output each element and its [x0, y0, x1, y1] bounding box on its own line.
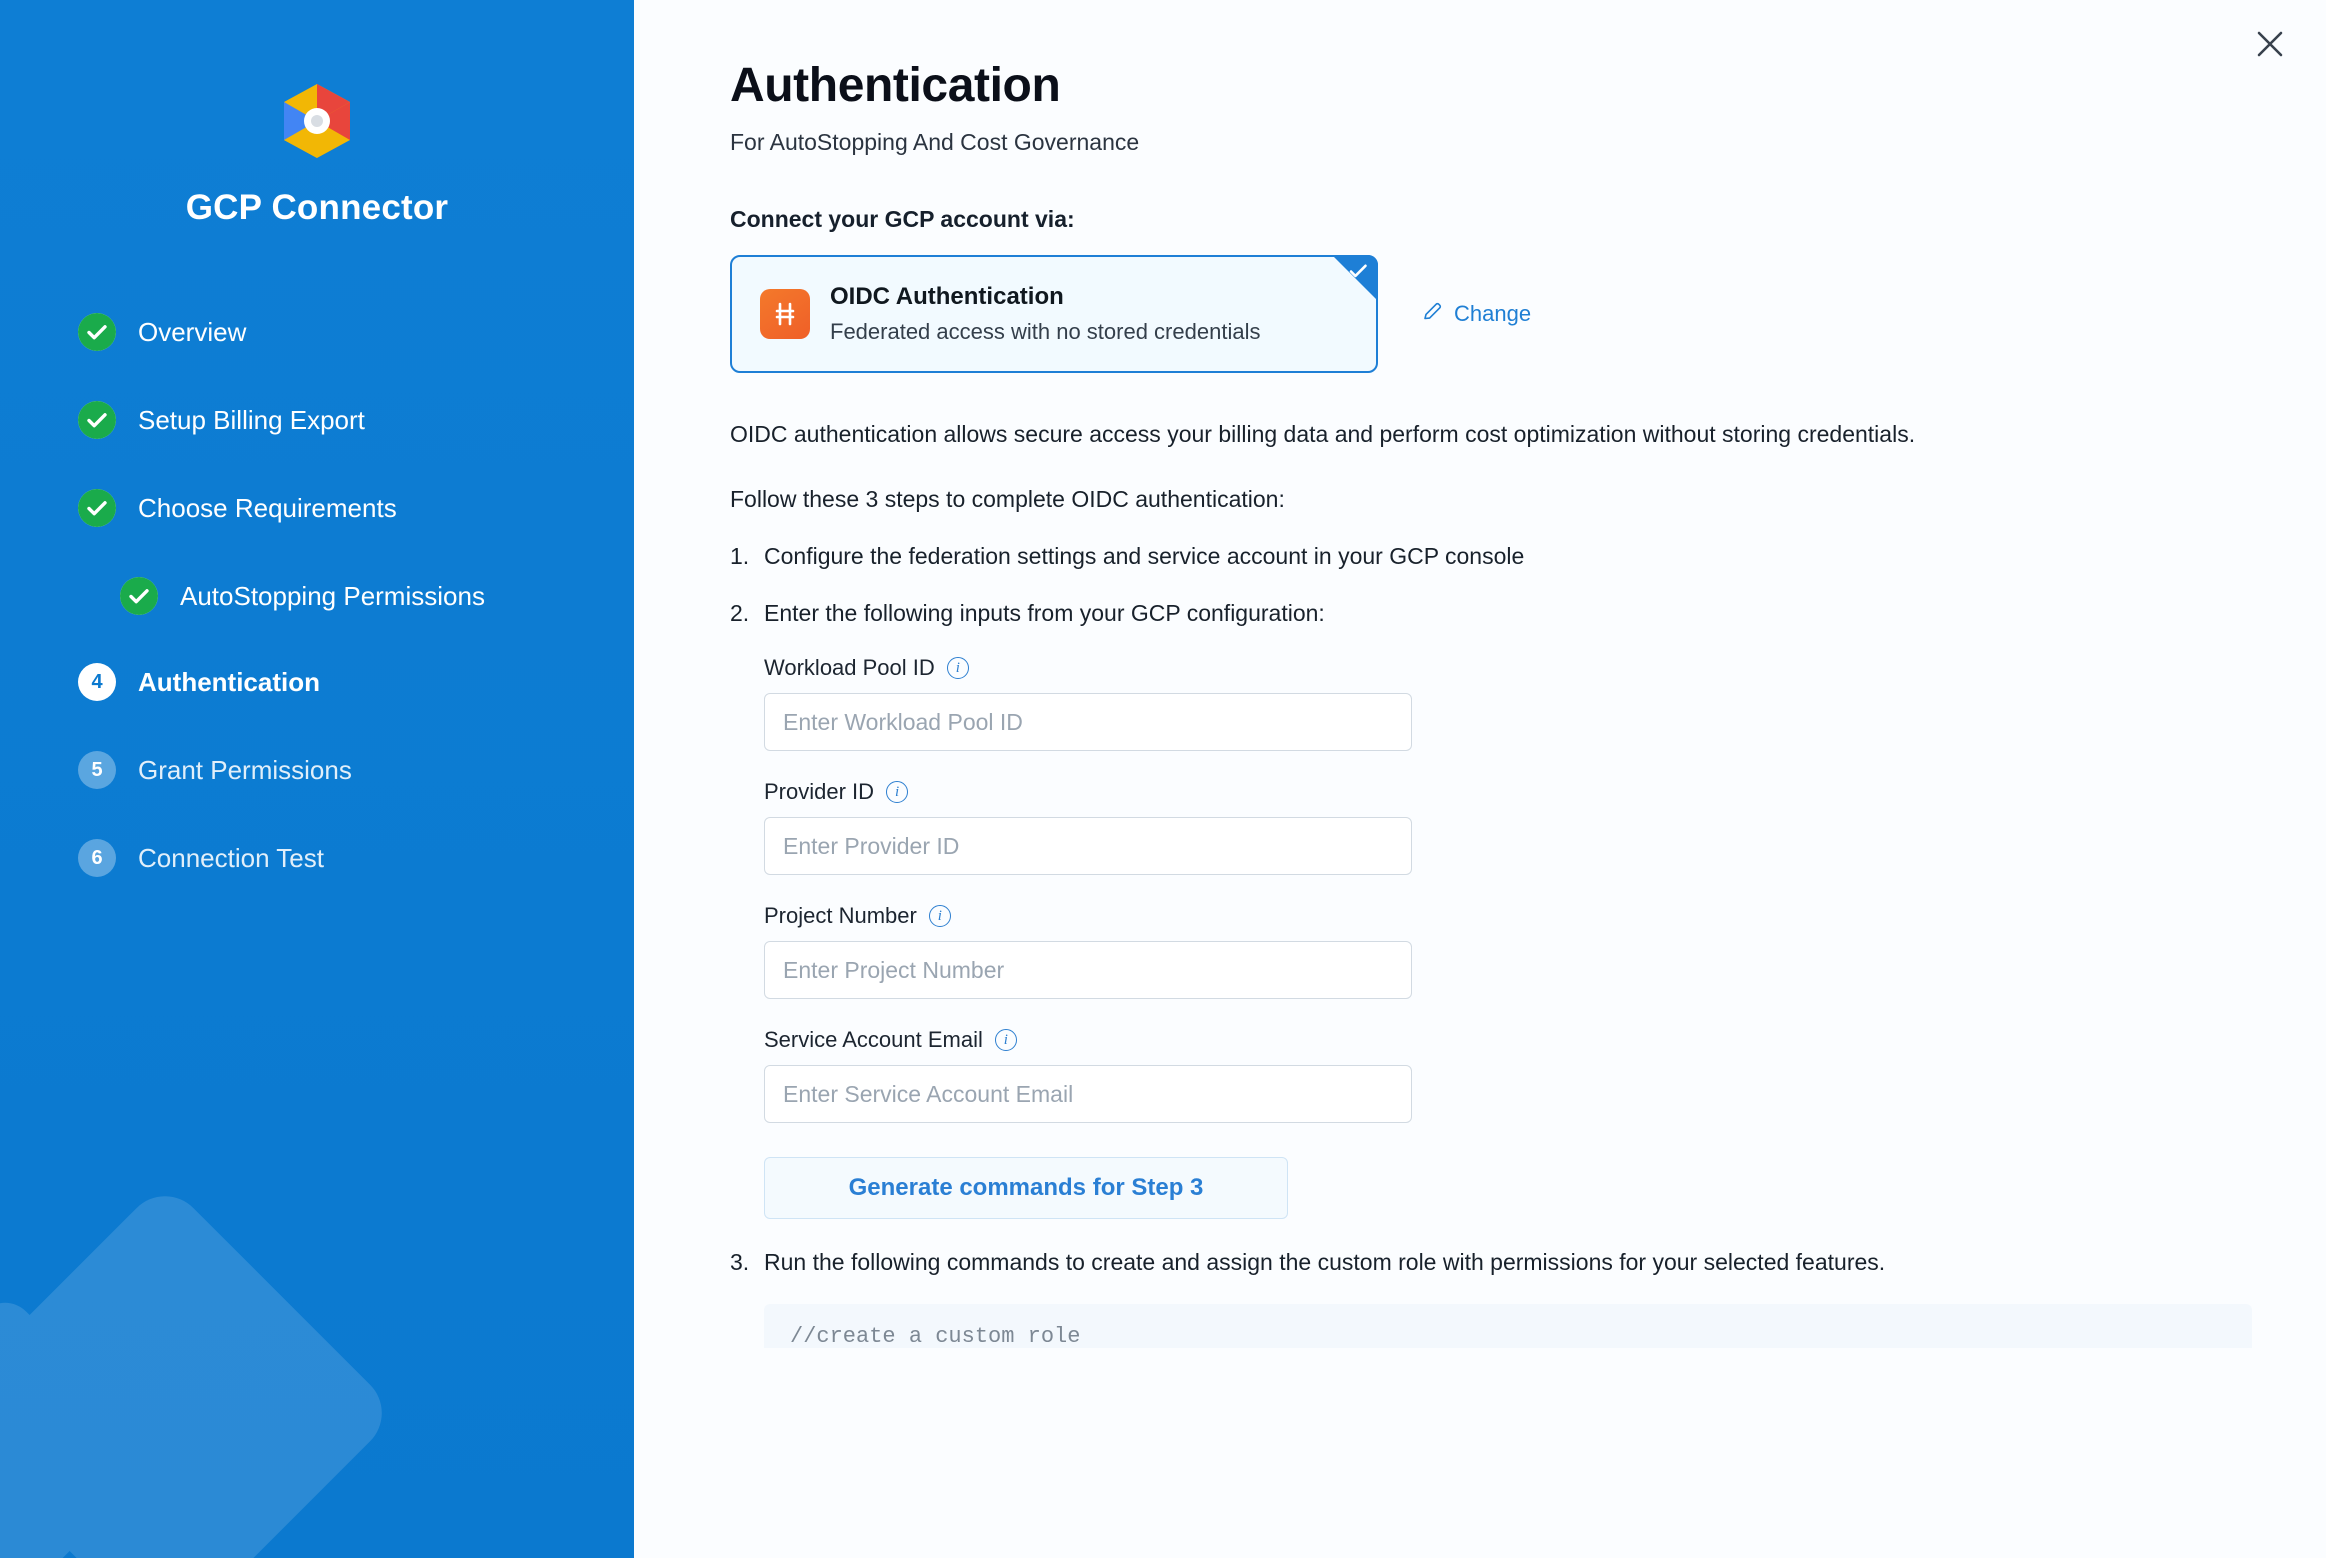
field-label: Provider ID	[764, 779, 875, 804]
step-1-number: 1.	[730, 543, 750, 569]
oidc-auth-card[interactable]	[730, 255, 1378, 373]
sidebar-item-label: Authentication	[138, 666, 320, 697]
step-3-number: 3.	[730, 1249, 750, 1275]
sidebar-decoration	[0, 1128, 500, 1558]
info-icon[interactable]: i	[929, 905, 951, 927]
brand	[0, 0, 634, 228]
sidebar-item-label: Setup Billing Export	[138, 404, 365, 435]
page-subtitle: For AutoStopping And Cost Governance	[730, 129, 1140, 155]
step-3	[730, 1249, 2326, 1276]
main-panel	[634, 0, 2326, 1558]
step-2-text: Enter the following inputs from your GCP configuration:	[764, 600, 1325, 626]
info-icon[interactable]: i	[995, 1029, 1017, 1051]
change-auth-label: Change	[1454, 301, 1532, 326]
step-2	[730, 600, 2326, 627]
field-label: Service Account Email	[764, 1027, 983, 1052]
field-label: Project Number	[764, 903, 917, 928]
field-workload-pool-id	[764, 655, 2326, 751]
auth-method-row	[730, 255, 2326, 373]
sidebar-item-choose-requirements[interactable]	[78, 478, 634, 538]
project-number-input[interactable]	[764, 941, 1412, 999]
brand-title: GCP Connector	[185, 188, 449, 227]
check-icon	[120, 577, 158, 615]
generate-commands-button[interactable]: Generate commands for Step 3	[764, 1157, 1288, 1219]
sidebar-item-grant-permissions[interactable]	[78, 740, 634, 800]
field-provider-id	[764, 779, 2326, 875]
sidebar-item-authentication[interactable]	[78, 652, 634, 712]
info-icon[interactable]: i	[886, 781, 908, 803]
wizard-steps	[0, 302, 634, 888]
service-account-email-input[interactable]	[764, 1065, 1412, 1123]
auth-card-description: Federated access with no stored credentials	[830, 319, 1261, 344]
step-3-text: Run the following commands to create and assign the custom role with permissions for your selected features.	[764, 1249, 1886, 1275]
sidebar-item-label: AutoStopping Permissions	[180, 580, 485, 611]
harness-oidc-icon	[760, 289, 810, 339]
provider-id-input[interactable]	[764, 817, 1412, 875]
field-service-account-email	[764, 1027, 2326, 1123]
oidc-description: OIDC authentication allows secure access your billing data and perform cost optimization without storing credentials.	[730, 421, 1916, 447]
sidebar-item-setup-billing-export[interactable]	[78, 390, 634, 450]
sidebar-item-autostopping-permissions[interactable]	[78, 566, 634, 626]
sidebar-item-label: Overview	[138, 316, 247, 347]
field-label-row	[764, 1027, 2326, 1053]
commands-code-block[interactable]: //create a custom role	[764, 1304, 2252, 1348]
field-label-row	[764, 903, 2326, 929]
content-area	[634, 0, 2326, 1348]
connect-section-label: Connect your GCP account via:	[730, 206, 1075, 232]
inputs-group	[764, 655, 2326, 1219]
wizard-sidebar	[0, 0, 634, 1558]
sidebar-item-label: Connection Test	[138, 842, 324, 873]
field-label-row	[764, 779, 2326, 805]
check-icon	[78, 313, 116, 351]
check-icon	[78, 401, 116, 439]
sidebar-item-connection-test[interactable]	[78, 828, 634, 888]
sidebar-item-label: Choose Requirements	[138, 492, 397, 523]
step-number-badge: 5	[78, 751, 116, 789]
step-1	[730, 543, 2326, 570]
sidebar-item-overview[interactable]	[78, 302, 634, 362]
step-number-badge: 6	[78, 839, 116, 877]
step-number-badge: 4	[78, 663, 116, 701]
auth-card-texts	[830, 283, 1260, 345]
pencil-icon	[1422, 300, 1454, 328]
info-icon[interactable]: i	[947, 657, 969, 679]
gcp-hexagon-logo-icon	[274, 78, 360, 164]
sidebar-item-label: Grant Permissions	[138, 754, 352, 785]
field-project-number	[764, 903, 2326, 999]
step-1-text: Configure the federation settings and service account in your GCP console	[764, 543, 1525, 569]
change-auth-button[interactable]	[1422, 300, 1531, 328]
field-label-row	[764, 655, 2326, 681]
close-icon[interactable]	[2248, 22, 2292, 66]
step-2-number: 2.	[730, 600, 750, 626]
page-title: Authentication	[730, 59, 1061, 112]
steps-intro: Follow these 3 steps to complete OIDC authentication:	[730, 486, 1285, 512]
check-icon	[78, 489, 116, 527]
auth-card-title: OIDC Authentication	[830, 283, 1064, 310]
workload-pool-id-input[interactable]	[764, 693, 1412, 751]
field-label: Workload Pool ID	[764, 655, 935, 680]
check-icon	[1348, 261, 1368, 285]
